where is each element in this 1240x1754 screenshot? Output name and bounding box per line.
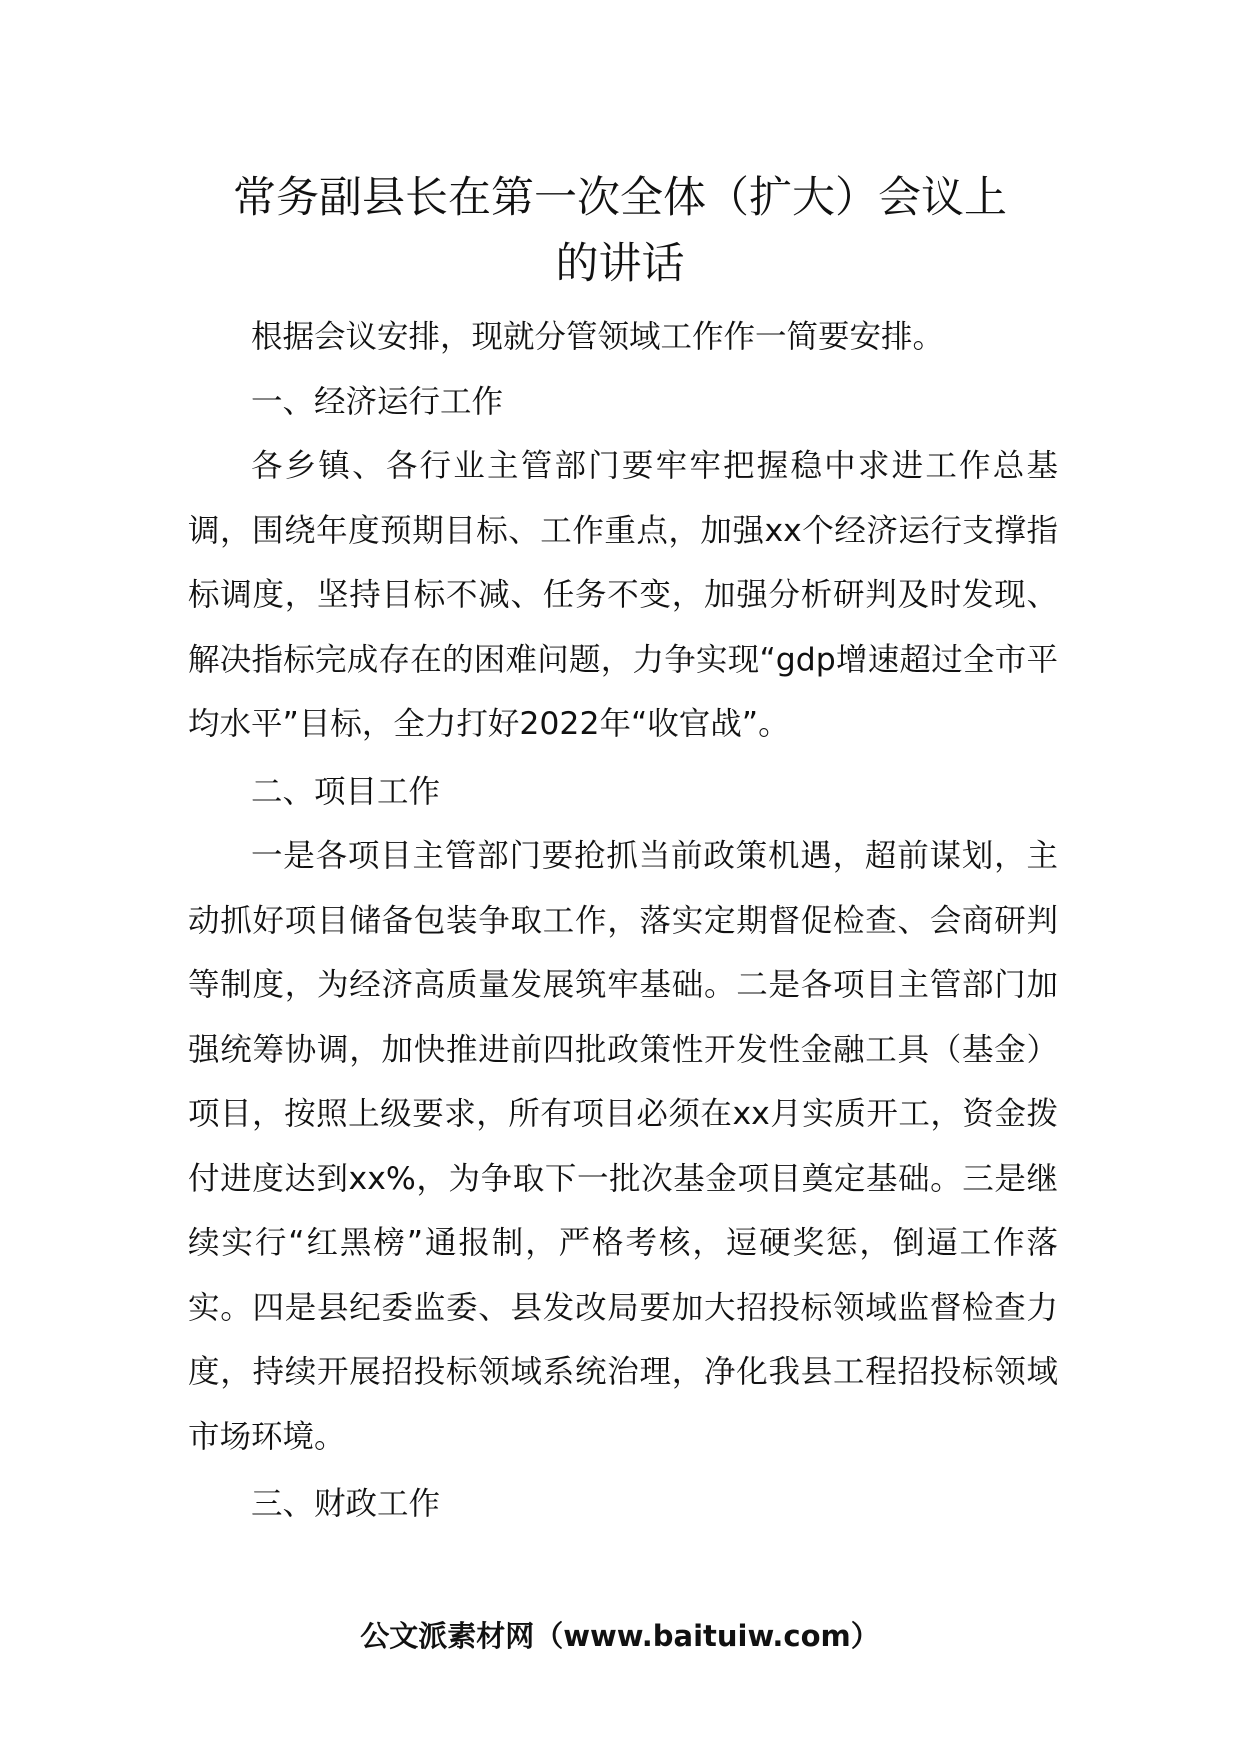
document-title-line1: 常务副县长在第一次全体（扩大）会议上	[233, 173, 1007, 223]
document-body	[188, 305, 1058, 1537]
intro-paragraph: 根据会议安排，现就分管领域工作作一简要安排。	[251, 319, 945, 355]
footer-watermark: 公文派素材网（www.baituiw.com）	[360, 1619, 880, 1653]
document-title-line2: 的讲话	[555, 239, 685, 289]
section-paragraph-projects: 一是各项目主管部门要抢抓当前政策机遇，超前谋划，主动抓好项目储备包装争取工作，落实定期督促检查、会商研判等制度，为经济高质量发展筑牢基础。二是各项目主管部门加强统筹协调，加快推进前四批政策性开发性金融工具（基金）项目，按照上级要求，所有项目必须在xx月实质开工，资金拨付进度达到xx%，为争取下一批次基金项目奠定基础。三是继续实行“红黑榜”通报制，严格考核，逗硬奖惩，倒逼工作落实。四是县纪委监委、县发改局要加大招投标领域监督检查力度，持续开展招投标领域系统治理，净化我县工程招投标领域市场环境。	[188, 838, 1058, 1455]
section-heading-projects: 二、项目工作	[251, 773, 441, 810]
section-heading-economy: 一、经济运行工作	[251, 383, 504, 420]
section-heading-finance: 三、财政工作	[251, 1486, 441, 1522]
section-paragraph-economy: 各乡镇、各行业主管部门要牢牢把握稳中求进工作总基调，围绕年度预期目标、工作重点，加强xx个经济运行支撑指标调度，坚持目标不减、任务不变，加强分析研判及时发现、解决指标完成存在的困难问题，力争实现“gdp增速超过全市平均水平”目标，全力打好2022年“收官战”。	[188, 448, 1058, 742]
